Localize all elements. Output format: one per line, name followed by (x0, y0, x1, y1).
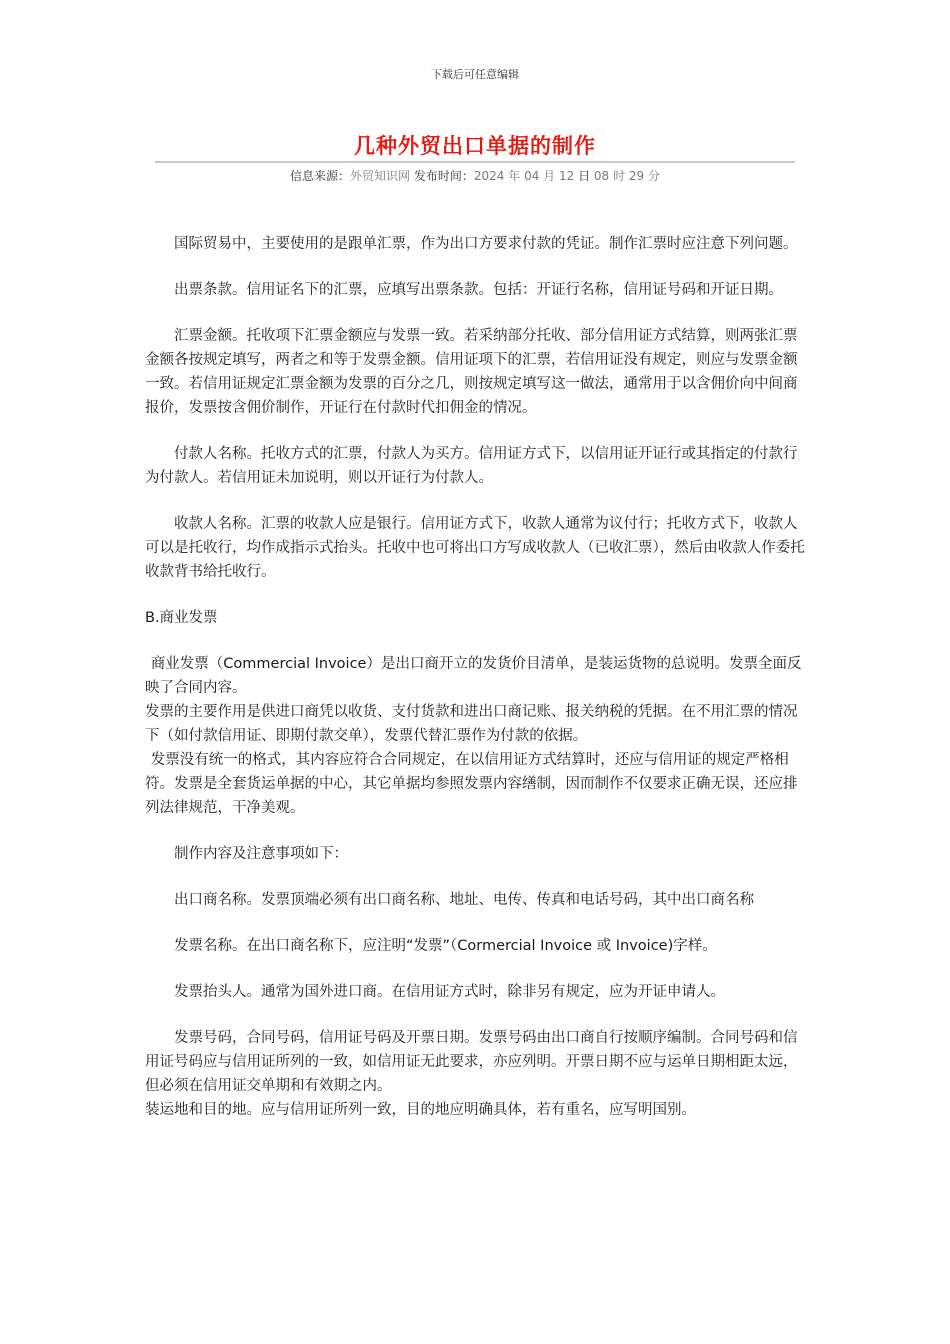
publish-day: 12 (559, 169, 575, 183)
paragraph-drawing-clause: 出票条款。信用证名下的汇票，应填写出票条款。包括：开证行名称，信用证号码和开证日期。 (174, 282, 783, 298)
article-meta (0, 167, 950, 184)
paragraph-intro: 国际贸易中，主要使用的是跟单汇票，作为出口方要求付款的凭证。制作汇票时应注意下列问题。 (174, 236, 798, 252)
section-heading-invoice: B.商业发票 (145, 610, 218, 626)
article-body (145, 232, 810, 1122)
paragraph-invoice-format: 发票没有统一的格式，其内容应符合合同规定，在以信用证方式结算时，还应与信用证的规定严格相符。发票是全套货运单据的中心，其它单据均参照发票内容缮制，因而制作不仅要求正确无误，还应排列法律规范，干净美观。 (145, 752, 798, 816)
paragraph-exporter-name: 出口商名称。发票顶端必须有出口商名称、地址、电传、传真和电话号码，其中出口商名称 (174, 892, 754, 908)
paragraph-invoice-definition: 商业发票（Commercial Invoice）是出口商开立的发货价目清单，是装运货物的总说明。发票全面反映了合同内容。 (145, 656, 802, 696)
paragraph-invoice-name: 发票名称。在出口商名称下，应注明“发票”（Cormercial Invoice 或 Invoice)字样。 (174, 938, 717, 954)
paragraph-draft-amount: 汇票金额。托收项下汇票金额应与发票一致。若采纳部分托收、部分信用证方式结算，则两张汇票金额各按规定填写，两者之和等于发票金额。信用证项下的汇票，若信用证没有规定，则应与发票金额一致。若信用证规定汇票金额为发票的百分之几，则按规定填写这一做法，通常用于以含佣价向中间商报价，发票按含佣价制作，开证行在付款时代扣佣金的情况。 (145, 328, 798, 416)
publish-year: 2024 (473, 169, 505, 183)
paragraph-invoice-addressee: 发票抬头人。通常为国外进口商。在信用证方式时，除非另有规定，应为开证申请人。 (174, 984, 725, 1000)
paragraph-payee: 收款人名称。汇票的收款人应是银行。信用证方式下，收款人通常为议付行；托收方式下，收款人可以是托收行，均作成指示式抬头。托收中也可将出口方写成收款人（已收汇票），然后由收款人作委托收款背书给托收行。 (145, 516, 805, 580)
paragraph-invoice-purpose: 发票的主要作用是供进口商凭以收货、支付货款和进出口商记账、报关纳税的凭据。在不用汇票的情况下（如付款信用证、即期付款交单），发票代替汇票作为付款的依据。 (145, 704, 798, 744)
time-label: 发布时间： (410, 169, 474, 183)
header-note: 下载后可任意编辑 (431, 68, 519, 81)
paragraph-drawee: 付款人名称。托收方式的汇票，付款人为买方。信用证方式下，以信用证开证行或其指定的付款行为付款人。若信用证未加说明，则以开证行为付款人。 (145, 446, 798, 486)
publish-month: 04 (524, 169, 540, 183)
paragraph-ports: 装运地和目的地。应与信用证所列一致，目的地应明确具体，若有重名，应写明国别。 (145, 1102, 696, 1118)
paragraph-contents-intro: 制作内容及注意事项如下： (174, 846, 348, 862)
paragraph-invoice-numbers: 发票号码，合同号码，信用证号码及开票日期。发票号码由出口商自行按顺序编制。合同号码和信用证号码应与信用证所列的一致，如信用证无此要求，亦应列明。开票日期不应与运单日期相距太远，但必须在信用证交单期和有效期之内。 (145, 1030, 798, 1094)
year-unit: 年 (504, 169, 525, 183)
publish-hour: 08 (593, 169, 610, 183)
minute-unit: 分 (644, 169, 660, 183)
day-unit: 日 (574, 169, 594, 183)
hour-unit: 时 (609, 169, 629, 183)
publish-minute: 29 (628, 169, 645, 183)
page-title: 几种外贸出口单据的制作 (354, 134, 596, 158)
month-unit: 月 (539, 169, 559, 183)
source-label: 信息来源： (290, 169, 351, 183)
source-link[interactable]: 外贸知识网 (350, 169, 411, 183)
title-divider (155, 161, 795, 163)
